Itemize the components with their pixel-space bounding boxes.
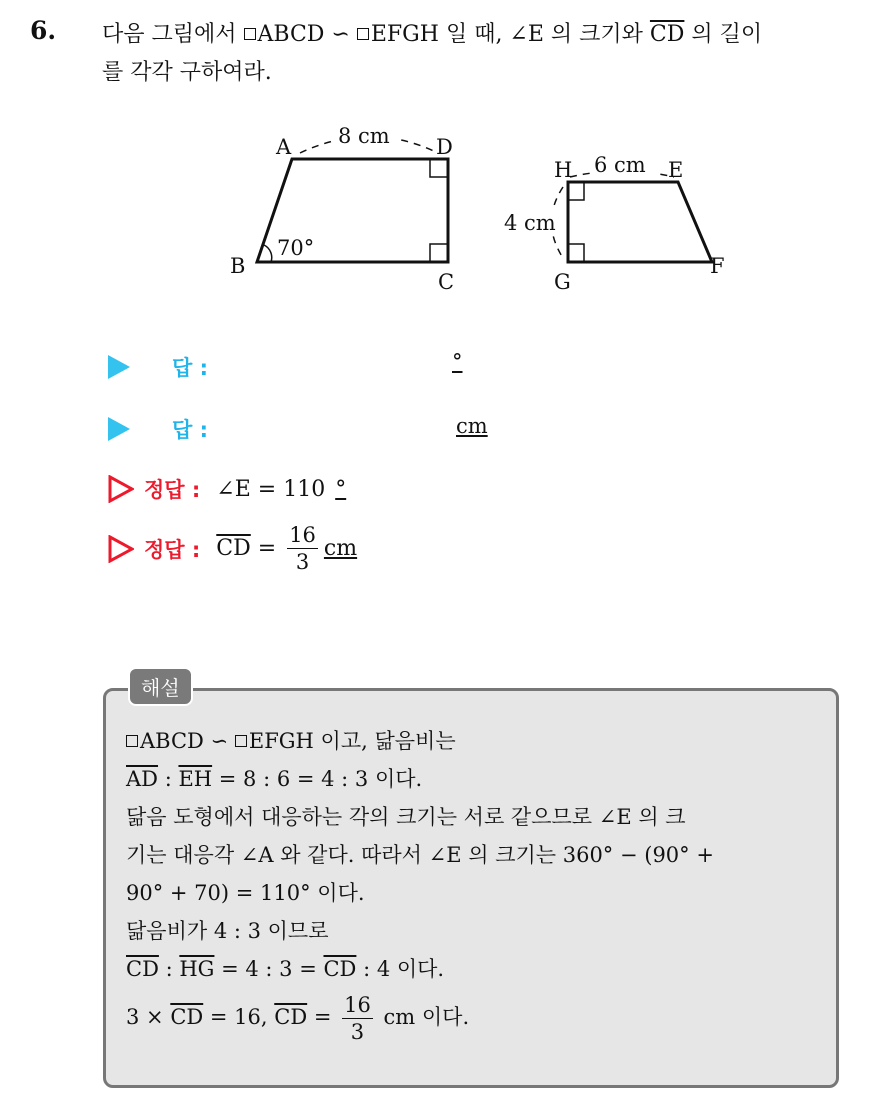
label-8cm: 8 cm — [338, 124, 390, 148]
solution-text: ABCD ∽ EFGH 이고, 닮음비는 $\overline{AD}$ : $\overline{EH} = 8$ : 6 = 4 : 3 이다. 닮음 도형에서 대응하는 각의 크기는 서로 같으므로 ∠E 의 크 기는 대응각 ∠A 와 같다. 따라서 ∠E 의 크기는 360° − (90° + 90° + 70) = 110° 이다. 닮음비가 4 : 3 이므로 $\overline{CD}$ : $\overline{HG} = 4$ : $3 = \overline{CD}$ : 4 이다. $3 \times \overline{CD} = 16$, $\overline{CD}$ = $\frac{16}{3}$ cm 이다. — [126, 729, 714, 1044]
label-a: A — [276, 135, 292, 159]
fraction: $\frac{16}{3}$ — [344, 993, 371, 1044]
right-angle-d — [430, 159, 448, 177]
question-number: 6. — [30, 16, 57, 45]
trapezoid-efgh — [568, 182, 712, 262]
solution-tag: 해설 — [128, 667, 193, 706]
angle-arc-b — [264, 245, 272, 262]
correct-1-unit: ° — [335, 476, 347, 502]
label-h: H — [554, 158, 573, 182]
question-text: 다음 그림에서 ABCD ∽ EFGH 일 때, ∠E 의 크기와 $\overline{CD}$ 의 길이 를 각각 구하여라. — [102, 22, 763, 85]
trapezoid-figure — [220, 115, 740, 305]
square-icon — [357, 28, 369, 40]
outline-triangle-icon — [108, 535, 134, 563]
right-angle-h — [568, 182, 584, 200]
play-triangle-icon — [108, 417, 130, 441]
label-e: E — [668, 158, 684, 182]
correct-1-text: ∠E = 110 — [216, 476, 326, 502]
correct-2-unit: cm — [323, 536, 358, 561]
label-g: G — [554, 270, 571, 294]
play-triangle-icon — [108, 355, 130, 379]
square-icon — [126, 735, 138, 747]
label-d: D — [436, 135, 453, 159]
label-c: C — [438, 270, 455, 294]
square-icon — [244, 28, 256, 40]
correct-2-segment: $\overline{CD}$ — [216, 536, 251, 561]
label-f: F — [710, 254, 725, 278]
right-angle-c — [430, 244, 448, 262]
label-4cm: 4 cm — [504, 211, 556, 235]
answer-1-unit[interactable]: ° — [452, 350, 463, 374]
answer-row-2: 답 : — [108, 414, 208, 444]
right-angle-g — [568, 244, 584, 262]
label-70: 70° — [277, 236, 315, 260]
label-6cm: 6 cm — [594, 153, 646, 177]
fraction: $\frac{16}{3}$ — [289, 523, 316, 574]
answer-2-unit[interactable]: cm — [456, 414, 488, 438]
correct-row-2: 정답 : $\overline{CD}$ = $\frac{16}{3}$ cm — [108, 522, 357, 575]
answer-row-1: 답 : — [108, 352, 208, 382]
correct-row-1: 정답 : ∠E = 110 ° — [108, 474, 346, 504]
outline-triangle-icon — [108, 475, 134, 503]
square-icon — [235, 735, 247, 747]
label-b: B — [230, 254, 246, 278]
